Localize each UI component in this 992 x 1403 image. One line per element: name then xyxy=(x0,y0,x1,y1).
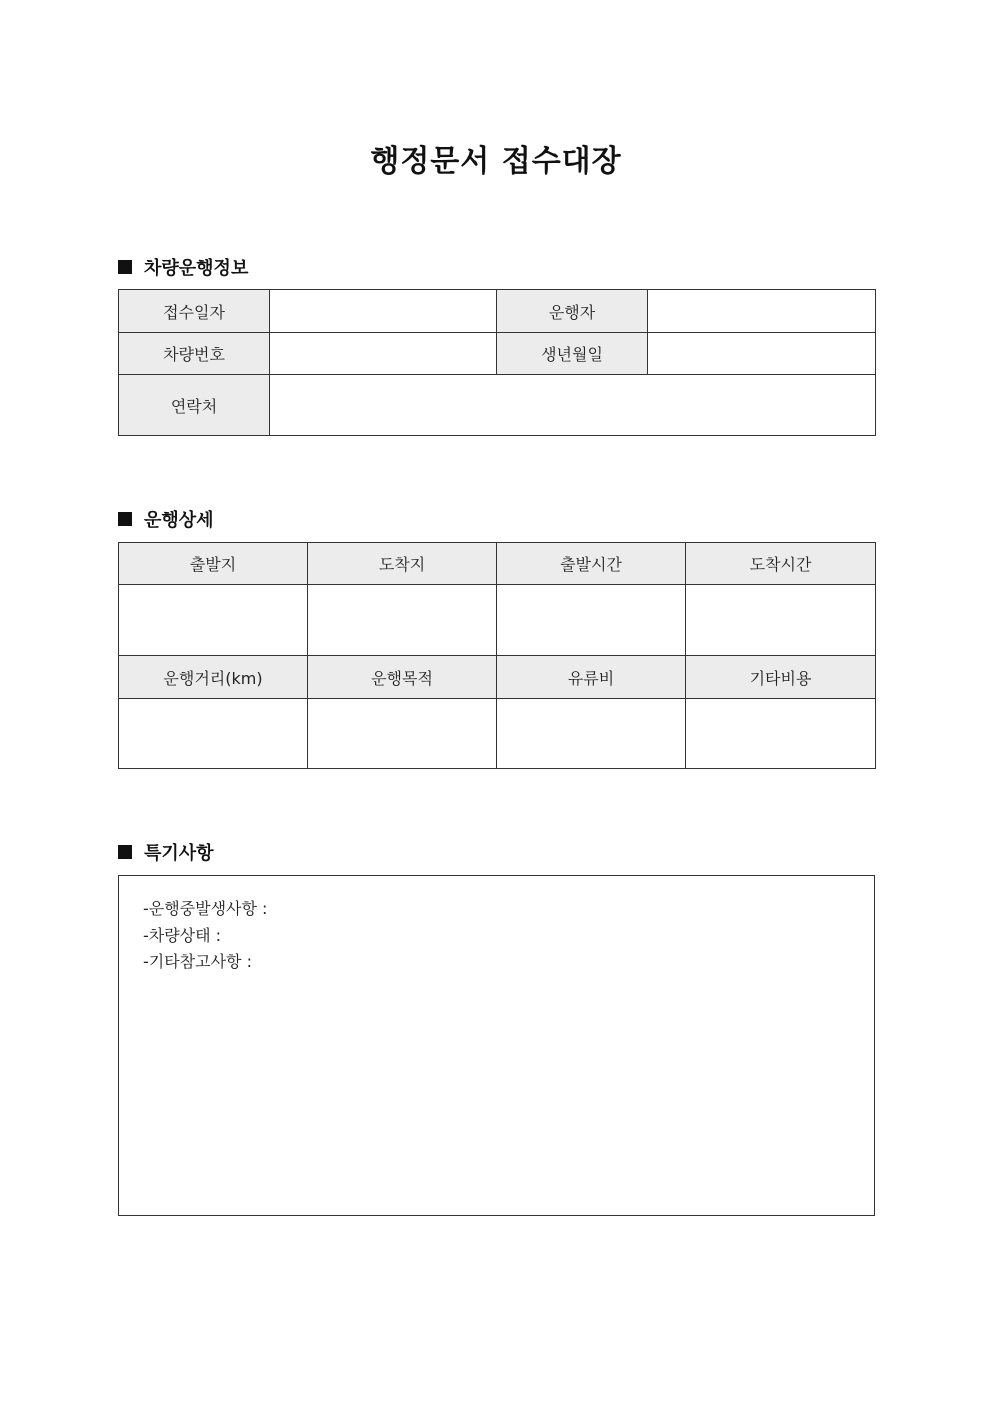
other-cost-label: 기타비용 xyxy=(686,656,876,699)
remarks-textarea[interactable] xyxy=(118,875,875,1216)
departure-field[interactable] xyxy=(119,585,308,656)
contact-field[interactable] xyxy=(270,375,876,436)
remarks-line-vehicle-condition: -차량상태 : xyxy=(143,925,222,945)
receipt-date-label: 접수일자 xyxy=(119,290,270,333)
black-square-icon xyxy=(118,512,132,526)
distance-field[interactable] xyxy=(119,699,308,769)
arrival-field[interactable] xyxy=(308,585,497,656)
section-heading-label: 운행상세 xyxy=(144,510,214,531)
other-cost-field[interactable] xyxy=(686,699,876,769)
black-square-icon xyxy=(118,260,132,274)
contact-label: 연락처 xyxy=(119,375,270,436)
vehicle-info-table xyxy=(118,289,876,436)
departure-label: 출발지 xyxy=(119,543,308,585)
remarks-lines xyxy=(143,896,267,976)
arrival-time-label: 도착시간 xyxy=(686,543,876,585)
birth-date-label: 생년월일 xyxy=(497,333,648,375)
receipt-date-field[interactable] xyxy=(270,290,497,333)
section-heading-remarks xyxy=(118,839,214,865)
remarks-line-other-notes: -기타참고사항 : xyxy=(143,952,252,971)
black-square-icon xyxy=(118,845,132,859)
section-heading-trip-details xyxy=(118,506,214,532)
fuel-cost-field[interactable] xyxy=(497,699,686,769)
table-row xyxy=(119,543,876,585)
section-heading-vehicle-info xyxy=(118,254,248,280)
purpose-field[interactable] xyxy=(308,699,497,769)
driver-field[interactable] xyxy=(648,290,876,333)
table-row xyxy=(119,375,876,436)
section-heading-label: 차량운행정보 xyxy=(144,258,249,279)
fuel-cost-label: 유류비 xyxy=(497,656,686,699)
vehicle-number-label: 차량번호 xyxy=(119,333,270,375)
table-row xyxy=(119,333,876,375)
distance-label: 운행거리(km) xyxy=(119,656,308,699)
birth-date-field[interactable] xyxy=(648,333,876,375)
departure-time-field[interactable] xyxy=(497,585,686,656)
remarks-line-incidents: -운행중발생사항 : xyxy=(143,899,268,918)
arrival-label: 도착지 xyxy=(308,543,497,585)
page-title: 행정문서 접수대장 xyxy=(370,144,622,179)
table-row xyxy=(119,656,876,699)
vehicle-number-field[interactable] xyxy=(270,333,497,375)
departure-time-label: 출발시간 xyxy=(497,543,686,585)
section-heading-label: 특기사항 xyxy=(144,843,214,864)
table-row xyxy=(119,699,876,769)
arrival-time-field[interactable] xyxy=(686,585,876,656)
driver-label: 운행자 xyxy=(497,290,648,333)
table-row xyxy=(119,585,876,656)
purpose-label: 운행목적 xyxy=(308,656,497,699)
trip-details-table xyxy=(118,542,876,769)
table-row xyxy=(119,290,876,333)
